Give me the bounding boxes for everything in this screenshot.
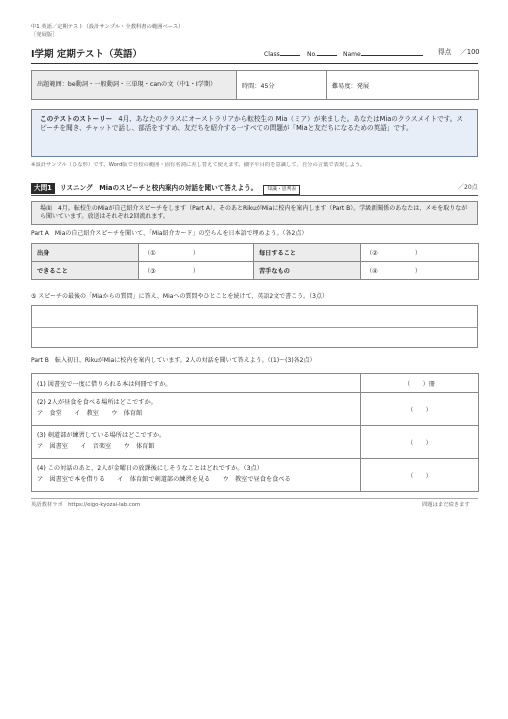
part-b-question-4: (4) この対話のあと、2人が金曜日の放課後にしそうなことはどれですか。（3点） ア 図書室で本を借りる イ 体育館で剣道部の練習を見る ウ 教室で昼食を食べる [32, 459, 361, 492]
situation-box [31, 201, 478, 225]
options-4: ア 図書室で本を借りる イ 体育館で剣道部の練習を見る ウ 教室で昼食を食べる [37, 476, 291, 483]
card-label-weak: 苦手なもの [254, 262, 361, 280]
q1-heading [31, 183, 300, 195]
card-blank-2[interactable]: （② ） [361, 244, 479, 262]
range-cell: 出題範囲：be動詞・一般動詞・三単現・canの文（中1・I学期） [32, 71, 237, 100]
header-divider [31, 63, 478, 64]
class-label: Class [264, 51, 280, 58]
number-label: No. [307, 51, 317, 58]
q1-badge: 大問1 [31, 183, 55, 194]
story-text: 4月、あなたのクラスにオーストラリアから転校生の Mia（ミア）が来ました。あなたはMiaのクラスメイトです。スピーチを聞き、チャットで話し、部活をすすめ、友だちを紹介する一すべての問題が「Miaと友だちになるための英語」です。 [40, 115, 463, 132]
part-b-answer-1[interactable]: （ ）冊 [361, 374, 479, 393]
part-b-row [32, 459, 479, 492]
card-label-can-do: できること [32, 262, 139, 280]
page-title: I学期 定期テスト（英語） [31, 49, 142, 60]
footer-left: 英語教材ラボ https://eigo-kyozai-lab.com [31, 502, 141, 508]
card-label-origin: 出身 [32, 244, 139, 262]
q1-divider [31, 195, 478, 196]
info-table [31, 70, 479, 100]
answer-line [32, 327, 477, 328]
class-blank[interactable] [280, 49, 300, 56]
q1-tag: 知識・思判表 [263, 185, 300, 195]
footer-divider [31, 498, 478, 499]
story-box [31, 109, 478, 157]
situation-text: 場面 4月。転校生のMiaが自己紹介スピーチをします（Part A）。そのあとRikuがMiaに校内を案内します（Part B）。学級新聞係のあなたは、メモを取りながら聞いています。放送はそれぞれ2回流れます。 [40, 205, 468, 220]
part-b-question-1: (1) 図書室で一度に借りられる本は何冊ですか。 [32, 374, 361, 393]
story-heading: このテストのストーリー [40, 115, 113, 123]
q5-instruction: ⑤ スピーチの最後の「Miaからの質問」に答え、Miaへの質問やひとことを続けて、英語2文で書こう。（3点） [31, 293, 328, 300]
number-field[interactable] [307, 49, 337, 59]
card-blank-1[interactable]: （① ） [139, 244, 254, 262]
name-blank[interactable] [361, 49, 423, 56]
options-3: ア 図書室 イ 音楽室 ウ 体育館 [37, 443, 155, 450]
footer-right: 問題はまだ続きます [422, 502, 470, 508]
header-edition: ［発展版］ [31, 32, 58, 38]
name-label: Name [343, 51, 361, 58]
part-b-question-2: (2) 2人が昼食を食べる場所はどこですか。 ア 食堂 イ 教室 ウ 体育館 [32, 393, 361, 426]
score-field [438, 48, 479, 57]
score-label: 得点 [438, 48, 452, 56]
design-note: ※設計サンプル（ひな形）です。Word版で自校の範囲・固有名詞に差し替えて使えます。細字や目的を意識して、自分の言葉で表現しよう。 [31, 162, 366, 168]
options-2: ア 食堂 イ 教室 ウ 体育館 [37, 410, 143, 417]
card-row [32, 244, 479, 262]
mia-card-table [31, 243, 479, 280]
level-cell: 難易度：発展 [327, 71, 479, 100]
q1-points: ／20点 [458, 184, 478, 191]
part-a-instruction: Part A Miaの自己紹介スピーチを聞いて、「Mia紹介カード」の空らんを日本語で埋めよう。（各2点） [31, 230, 308, 237]
card-label-daily: 毎日すること [254, 244, 361, 262]
class-field[interactable] [264, 49, 300, 59]
card-row [32, 262, 479, 280]
part-b-answer-3[interactable]: （ ） [361, 426, 479, 459]
q1-title: リスニング Miaのスピーチと校内案内の対話を聞いて答えよう。 [59, 184, 258, 192]
name-field[interactable] [343, 49, 423, 59]
part-b-table [31, 373, 479, 492]
part-b-row [32, 426, 479, 459]
part-b-answer-4[interactable]: （ ） [361, 459, 479, 492]
time-cell: 時間：45分 [237, 71, 327, 100]
header-subtitle: 中1 英語／定期テスト（設計サンプル・全教科書の範囲ベース） [31, 24, 184, 30]
part-b-row [32, 393, 479, 426]
q5-answer-box[interactable] [31, 305, 478, 348]
part-b-row [32, 374, 479, 393]
card-blank-4[interactable]: （④ ） [361, 262, 479, 280]
number-blank[interactable] [317, 49, 337, 56]
part-b-instruction: Part B 転入初日、RikuがMiaに校内を案内しています。2人の対話を聞いて答えよう。（(1)～(3)各2点） [31, 357, 316, 364]
card-blank-3[interactable]: （③ ） [139, 262, 254, 280]
score-total: ／100 [460, 48, 480, 56]
part-b-question-3: (3) 剣道部が練習している場所はどこですか。 ア 図書室 イ 音楽室 ウ 体育館 [32, 426, 361, 459]
part-b-answer-2[interactable]: （ ） [361, 393, 479, 426]
